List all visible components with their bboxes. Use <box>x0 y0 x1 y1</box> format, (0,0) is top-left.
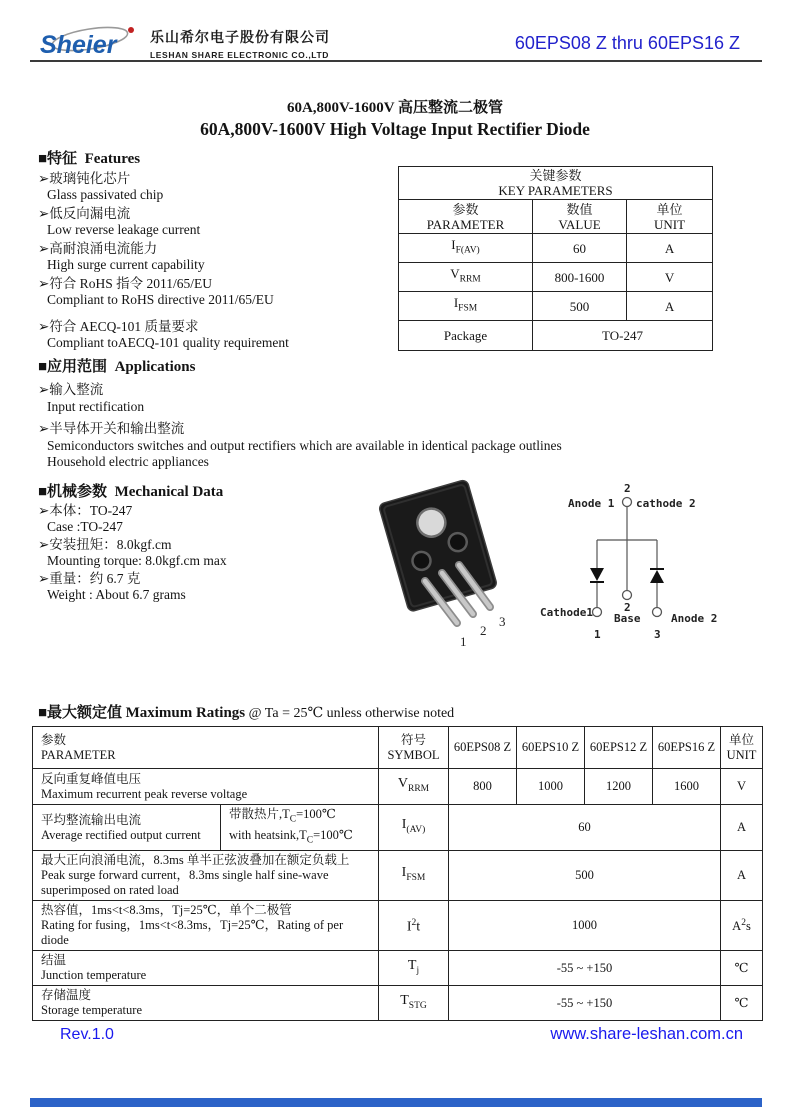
mr-row-ifsm <box>33 851 763 901</box>
mr-symbol: $T_{STG}$ <box>379 986 449 1021</box>
max-ratings-table <box>32 726 763 1021</box>
features-heading: ■特征 Features <box>38 151 141 167</box>
application-item: ➢半导体开关和输出整流 Semiconductors switches and output rectifiers which are available in identical package outlines Household electric appliances <box>38 421 562 469</box>
kp-title-row <box>399 167 713 200</box>
mr-col-part4: 60EPS16 Z <box>653 727 721 769</box>
kp-row-ifsm <box>399 292 713 321</box>
circuit-diagram <box>540 480 775 645</box>
mr-row-vrrm <box>33 769 763 805</box>
terminal-pin2-top <box>623 498 632 507</box>
website-link[interactable]: www.share-leshan.com.cn <box>550 1025 743 1043</box>
circuit-pin1-number: 1 <box>594 628 601 641</box>
company-names <box>150 27 330 60</box>
circuit-top-pin-number: 2 <box>624 482 631 495</box>
mr-col-part3: 60EPS12 Z <box>585 727 653 769</box>
page-title-en: 60A,800V-1600V High Voltage Input Rectifier Diode <box>200 119 590 139</box>
mr-row-i2t <box>33 901 763 951</box>
mechanical-item: ➢本体：TO-247 Case :TO-247 <box>38 503 133 534</box>
key-parameters-table <box>398 166 713 351</box>
mr-symbol: $I^2t$ <box>379 901 449 951</box>
mr-row-tj <box>33 951 763 986</box>
revision-label: Rev.1.0 <box>60 1026 114 1043</box>
max-ratings-heading: ■最大额定值 Maximum Ratings @ Ta = 25℃ unless otherwise noted <box>38 705 455 721</box>
kp-symbol: $I_{FSM}$ <box>399 292 533 321</box>
terminal-pin1 <box>593 608 602 617</box>
applications-section <box>38 355 753 470</box>
terminal-base <box>623 591 632 600</box>
kp-symbol: $I_{F(AV)}$ <box>399 234 533 263</box>
circuit-anode2-label: Anode 2 <box>671 612 718 625</box>
mr-value: 60 <box>449 805 721 851</box>
applications-heading: ■应用范围 Applications <box>38 359 196 375</box>
header-brand <box>38 22 330 64</box>
mr-symbol: $T_j$ <box>379 951 449 986</box>
mr-condition: 带散热片$,T_C=100℃$ with $heatsink,T_C=100℃$ <box>221 805 379 851</box>
footer-accent-bar <box>30 1098 762 1107</box>
mr-param: 平均整流输出电流 Average rectified output current <box>33 805 221 851</box>
mr-value: 1000 <box>449 901 721 951</box>
mr-value: 1000 <box>517 769 585 805</box>
mechanical-heading: ■机械参数 Mechanical Data <box>38 484 224 500</box>
company-name-zh: 乐山希尔电子股份有限公司 <box>150 30 330 46</box>
features-section <box>38 147 394 351</box>
package-pin-label-1: 1 <box>460 634 467 649</box>
mr-value: 1200 <box>585 769 653 805</box>
circuit-base-pin-number: 2 <box>624 601 631 614</box>
feature-item: ➢符合 RoHS 指令 2011/65/EU Compliant to RoHS directive 2011/65/EU <box>38 276 274 307</box>
kp-row-vrrm <box>399 263 713 292</box>
mr-symbol: $I_{FSM}$ <box>379 851 449 901</box>
company-logo <box>38 22 142 64</box>
mr-param: 最大正向浪涌电流，8.3ms 单半正弦波叠加在额定负载上 Peak surge forward current，8.3ms single half sine-wave superimposed on rated load <box>33 851 379 901</box>
to247-package-image <box>362 478 547 670</box>
mr-value: -55 ~ +150 <box>449 951 721 986</box>
mr-value: -55 ~ +150 <box>449 986 721 1021</box>
kp-unit: A <box>627 234 713 263</box>
mr-unit: ℃ <box>721 951 763 986</box>
circuit-anode1-label: Anode 1 <box>568 497 615 510</box>
feature-item: ➢符合 AECQ-101 质量要求 Compliant toAECQ-101 quality requirement <box>38 319 289 350</box>
kp-title-cell: 关键参数 KEY PARAMETERS <box>399 167 713 200</box>
mechanical-item: ➢重量：约 6.7 克 Weight : About 6.7 grams <box>38 571 186 602</box>
kp-col-unit: 单位 UNIT <box>627 200 713 234</box>
mr-unit: V <box>721 769 763 805</box>
mr-col-parameter: 参数 PARAMETER <box>33 727 379 769</box>
mr-col-part2: 60EPS10 Z <box>517 727 585 769</box>
kp-col-value: 数值 VALUE <box>533 200 627 234</box>
kp-unit: V <box>627 263 713 292</box>
circuit-cathode2-label: cathode 2 <box>636 497 696 510</box>
mechanical-section <box>38 480 368 603</box>
mr-value: 800 <box>449 769 517 805</box>
mechanical-item: ➢安装扭矩：8.0kgf.cm Mounting torque: 8.0kgf.cm max <box>38 537 227 568</box>
kp-value: 800-1600 <box>533 263 627 292</box>
feature-item: ➢高耐浪涌电流能力 High surge current capability <box>38 241 205 272</box>
mr-unit: $A^2s$ <box>721 901 763 951</box>
mr-col-symbol: 符号 SYMBOL <box>379 727 449 769</box>
kp-col-parameter: 参数 PARAMETER <box>399 200 533 234</box>
mr-unit: A <box>721 805 763 851</box>
feature-item: ➢低反向漏电流 Low reverse leakage current <box>38 206 201 237</box>
logo-dot-icon <box>128 27 134 33</box>
feature-item: ➢玻璃钝化芯片 Glass passivated chip <box>38 171 164 202</box>
mr-param: 热容值，1ms<t<8.3ms，Tj=25℃，单个二极管 Rating for fusing，1ms<t<8.3ms，Tj=25℃，Rating of per diode <box>33 901 379 951</box>
mr-symbol: $I_{(AV)}$ <box>379 805 449 851</box>
kp-package-label: Package <box>399 321 533 351</box>
mr-unit: A <box>721 851 763 901</box>
package-pin-label-2: 2 <box>480 623 487 638</box>
mr-value: 500 <box>449 851 721 901</box>
logo-wordmark: Sheier <box>40 31 117 59</box>
kp-value: 60 <box>533 234 627 263</box>
mr-param: 结温 Junction temperature <box>33 951 379 986</box>
company-name-en: LESHAN SHARE ELECTRONIC CO.,LTD <box>150 49 329 60</box>
mr-col-part1: 60EPS08 Z <box>449 727 517 769</box>
page-title-zh: 60A,800V-1600V 高压整流二极管 <box>286 100 504 116</box>
circuit-cathode1-label: Cathode1 <box>540 606 593 619</box>
kp-row-ifav <box>399 234 713 263</box>
kp-row-package <box>399 321 713 351</box>
mr-row-iav <box>33 805 763 851</box>
circuit-pin3-number: 3 <box>654 628 661 641</box>
mr-unit: ℃ <box>721 986 763 1021</box>
mr-symbol: $V_{RRM}$ <box>379 769 449 805</box>
circuit-base-label: Base <box>614 612 641 625</box>
mr-param: 反向重复峰值电压 Maximum recurrent peak reverse voltage <box>33 769 379 805</box>
terminal-pin3 <box>653 608 662 617</box>
package-pin-label-3: 3 <box>499 614 506 629</box>
mr-value: 1600 <box>653 769 721 805</box>
application-item: ➢输入整流 Input rectification <box>38 382 145 414</box>
kp-header-row <box>399 200 713 234</box>
header-divider <box>30 60 762 62</box>
kp-unit: A <box>627 292 713 321</box>
product-range-title: 60EPS08 Z thru 60EPS16 Z <box>514 33 740 53</box>
mr-param: 存储温度 Storage temperature <box>33 986 379 1021</box>
mr-col-unit: 单位 UNIT <box>721 727 763 769</box>
mr-row-tstg <box>33 986 763 1021</box>
kp-package-value: TO-247 <box>533 321 713 351</box>
kp-symbol: $V_{RRM}$ <box>399 263 533 292</box>
mr-header-row <box>33 727 763 769</box>
kp-value: 500 <box>533 292 627 321</box>
